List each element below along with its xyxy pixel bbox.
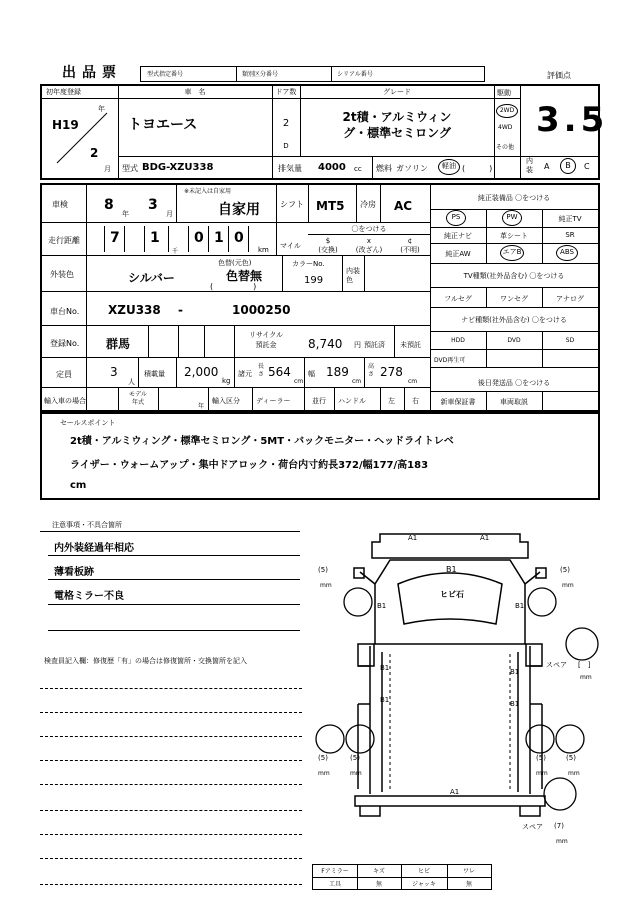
recycle-value: 8,740 <box>308 337 343 351</box>
exterior-label: 外装色 <box>50 270 74 279</box>
tire-rear-right-inner-value: (5) <box>536 754 546 762</box>
color-no-value: 199 <box>304 275 324 286</box>
dvd-playback: DVD再生可 <box>434 357 466 364</box>
legend-header-1: Fアミラー <box>321 868 349 875</box>
length-value: 564 <box>268 365 291 379</box>
load-value: 2,000 <box>184 365 219 379</box>
meter-exchange: (交換) <box>318 246 338 254</box>
fuel-light-circled: 軽油 <box>438 159 460 175</box>
ac-label: 冷房 <box>360 200 376 209</box>
note-item-3: 電格ミラー不良 <box>54 591 124 602</box>
fuel-value: ガソリン <box>396 164 428 173</box>
navi-dvd: DVD <box>507 337 521 344</box>
tire-rear-left-outer-mm: mm <box>318 770 330 777</box>
grade-line-2: グ・標準セミロング <box>343 126 451 140</box>
grade-line-1: 2t積・アルミウィン <box>342 110 452 124</box>
inspection-year: 8 <box>104 197 114 213</box>
inspection-month: 3 <box>148 197 158 213</box>
legend-value-3: ジャッキ <box>412 881 436 888</box>
car-name-label: 車 名 <box>184 88 206 96</box>
inspection-label: 車検 <box>52 200 68 209</box>
model-label: 型式 <box>122 164 138 173</box>
recycle-unit: 円 <box>354 341 361 349</box>
mileage-unit: km <box>258 246 269 254</box>
first-reg-month: 2 <box>90 146 99 160</box>
chassis-dash: - <box>178 303 183 317</box>
import-label: 輸入車の場合 <box>44 397 86 405</box>
diagram-b1-right-1: B1 <box>510 668 520 676</box>
displacement-value: 4000 <box>318 162 346 173</box>
after-manual: 車両取説 <box>500 398 528 406</box>
note-item-2: 薄看板跡 <box>54 567 94 578</box>
after-warranty: 新車保証書 <box>440 398 476 406</box>
color-no-label: カラーNo. <box>292 260 325 268</box>
equipment-title: 純正装備品 〇をつける <box>477 194 551 202</box>
legend-value-1: 工具 <box>328 881 341 888</box>
first-reg-era: H19 <box>52 118 79 132</box>
spare-upper-value: [ ] <box>578 661 591 669</box>
mileage-digit-5: 0 <box>234 230 244 246</box>
tire-rear-right-outer-value: (5) <box>566 754 576 762</box>
handle-left: 左 <box>388 397 395 405</box>
usage-note: ※未記入は自家用 <box>184 188 232 195</box>
handle-right: 右 <box>412 397 419 405</box>
usage-value: 自家用 <box>218 202 260 218</box>
diagram-a1-right: A1 <box>480 534 490 542</box>
meter-altered: (改ざん) <box>355 246 383 254</box>
notes-label: 注意事項・不具合箇所 <box>52 521 122 529</box>
legend-value-2: 無 <box>375 881 382 888</box>
drive-2wd-circled: 2WD <box>496 104 518 118</box>
recycle-paid: 預託済 <box>364 341 385 349</box>
spare-lower-label: スペア <box>522 823 543 831</box>
repaint-value: 色替無 <box>226 269 263 283</box>
equip-sr: SR <box>565 231 575 239</box>
interior-grade-a: A <box>544 162 550 171</box>
legend-table <box>312 864 492 890</box>
diagram-b1-top: B1 <box>446 565 457 574</box>
diagram-b1-right-cab: B1 <box>515 602 525 610</box>
tire-rear-right-inner-mm: mm <box>536 770 548 777</box>
model-year-label-1: モデル <box>129 391 147 398</box>
navi-sd: SD <box>565 337 575 344</box>
month-unit: 月 <box>104 165 111 173</box>
equip-abs-circled: ABS <box>556 245 578 261</box>
width-value: 189 <box>326 365 349 379</box>
repaint-paren: ( ) <box>210 282 257 291</box>
sales-point-label: セールスポイント <box>60 419 116 427</box>
drive-other: その他 <box>496 144 515 151</box>
diagram-hibi-stone: ヒビ石 <box>440 590 464 599</box>
capacity-value: 3 <box>110 365 118 379</box>
legend-header-4: ワレ <box>462 868 475 875</box>
mileage-digit-1: 7 <box>110 230 120 246</box>
sales-point-line-1: 2t積・アルミウィング・標準セミロング・5MT・バックモニター・ヘッドライトレベ <box>70 436 454 447</box>
recycle-unpaid: 未預託 <box>400 341 421 349</box>
truck-diagram <box>300 524 610 864</box>
sales-point-line-3: cm <box>70 480 87 491</box>
shift-value: MT5 <box>316 199 345 213</box>
form-title: 出品票 <box>62 65 122 81</box>
spare-lower-mm: mm <box>556 838 568 845</box>
reg-label: 登録No. <box>50 339 80 348</box>
spare-lower-value: (7) <box>554 822 564 830</box>
meter-unknown: (不明) <box>400 246 420 254</box>
cc-unit: cc <box>354 165 362 173</box>
interior-grade-b-circled: B <box>560 158 576 174</box>
mileage-digit-4: 1 <box>214 230 224 246</box>
tire-rear-right-outer-mm: mm <box>568 770 580 777</box>
equip-leather: 革シート <box>500 232 528 240</box>
serial-label: シリアル番号 <box>337 71 373 78</box>
year-unit: 年 <box>98 105 105 113</box>
tv-analog: アナログ <box>556 295 584 303</box>
tire-front-left-value: (5) <box>318 566 328 574</box>
dealer-option: ディーラー <box>256 397 291 405</box>
chassis-prefix: XZU338 <box>108 303 161 317</box>
handle-label: ハンドル <box>338 397 366 405</box>
drive-label: 駆動 <box>497 89 511 97</box>
diagram-b1-left-1: B1 <box>380 664 390 672</box>
interior-grade-c: C <box>584 162 590 171</box>
spec-label: 諸元 <box>238 370 252 378</box>
tire-rear-left-outer-value: (5) <box>318 754 328 762</box>
equip-airbag-circled: エアB <box>500 245 524 261</box>
class-label: 類別区分番号 <box>242 71 279 78</box>
mileage-boxes <box>86 222 276 255</box>
length-unit: cm <box>294 378 304 385</box>
diagram-a1-left: A1 <box>408 534 418 542</box>
diagram-b1-left-cab: B1 <box>377 602 387 610</box>
equip-aw: 純正AW <box>445 250 471 258</box>
model-value: BDG-XZU338 <box>142 162 214 173</box>
recycle-label-1: リサイクル <box>248 331 284 339</box>
legend-value-4: 無 <box>465 881 472 888</box>
mileage-digit-2: 1 <box>150 230 160 246</box>
details-block <box>40 183 600 412</box>
doors-label: ドア数 <box>275 88 297 96</box>
meter-exchange-symbol: $ <box>325 237 331 245</box>
diagram-b1-right-2: B1 <box>510 700 520 708</box>
chassis-number: 1000250 <box>232 303 291 317</box>
interior-color-label: 内装色 <box>346 267 360 284</box>
meter-circle-note: 〇をつける <box>351 225 387 233</box>
tv-oneseg: ワンセグ <box>500 295 528 303</box>
tv-title: TV種類(社外品含む) 〇をつける <box>463 272 565 280</box>
model-year-unit: 年 <box>198 403 205 410</box>
legend-header-3: ヒビ <box>417 868 430 875</box>
note-item-1: 内外装経過年相応 <box>54 543 134 554</box>
capacity-unit: 人 <box>128 378 135 386</box>
diagram-a1-rear: A1 <box>450 788 460 796</box>
diagram-b1-left-2: B1 <box>380 696 390 704</box>
equipment-panel <box>430 185 598 410</box>
inspection-month-unit: 月 <box>166 210 173 218</box>
sales-point-box <box>40 412 600 500</box>
tire-front-left-mm: mm <box>320 582 332 589</box>
mileage-thousand: 千 <box>172 248 179 255</box>
score-label: 評価点 <box>547 71 571 80</box>
vehicle-top-block <box>40 84 609 180</box>
mileage-digit-3: 0 <box>194 230 204 246</box>
equip-pw-circled: PW <box>502 210 522 226</box>
parallel-option: 並行 <box>312 397 326 405</box>
exterior-value: シルバー <box>128 271 175 285</box>
drive-4wd: 4WD <box>498 124 513 131</box>
grade-label: グレード <box>383 88 411 96</box>
fuel-paren: ( ) <box>462 164 493 173</box>
fuel-label: 燃料 <box>376 164 392 173</box>
first-reg-label: 初年度登録 <box>46 88 81 96</box>
interior-label: 内装 <box>526 157 533 174</box>
tire-front-right-mm: mm <box>562 582 574 589</box>
shift-label: シフト <box>280 200 304 209</box>
tire-rear-left-inner-value: (5) <box>350 754 360 762</box>
repaint-label: 色替(元色) <box>218 259 252 267</box>
height-label: 高さ <box>368 363 375 378</box>
navi-title: ナビ種類(社外品含む) 〇をつける <box>461 316 567 324</box>
width-unit: cm <box>352 378 362 385</box>
sales-point-line-2: ライザー・ウォームアップ・集中ドアロック・荷台内寸約長372/幅177/高183 <box>70 460 429 471</box>
doors-value: 2 <box>282 118 290 129</box>
displacement-label: 排気量 <box>278 164 302 173</box>
capacity-label: 定員 <box>56 370 72 379</box>
length-label: 長さ <box>258 363 265 378</box>
reg-slash <box>52 108 112 168</box>
legend-header-2: キズ <box>373 868 385 875</box>
load-unit: kg <box>222 377 231 385</box>
width-label: 幅 <box>308 370 315 378</box>
reg-value: 群馬 <box>106 337 131 351</box>
meter-altered-symbol: x <box>366 237 372 245</box>
ac-value: AC <box>394 199 413 213</box>
header-fields-box <box>140 66 485 82</box>
spare-label: スペア <box>546 661 567 669</box>
height-value: 278 <box>380 365 403 379</box>
door-code: D <box>283 142 289 150</box>
import-class-label: 輸入区分 <box>212 397 240 405</box>
equip-tv: 純正TV <box>558 215 582 223</box>
after-title: 後日発送品 〇をつける <box>477 379 551 387</box>
navi-hdd: HDD <box>451 337 465 344</box>
recycle-label-2: 預託金 <box>255 341 277 349</box>
mileage-label: 走行距離 <box>48 236 80 245</box>
model-year-label-2: 年式 <box>131 399 144 406</box>
equip-ps-circled: PS <box>446 210 466 226</box>
car-name: トヨエース <box>128 117 198 133</box>
tire-front-right-value: (5) <box>560 566 570 574</box>
inspection-year-unit: 年 <box>122 210 129 218</box>
inspector-note: 検査員記入欄：修復歴「有」の場合は修復箇所・交換箇所を記入 <box>44 657 247 665</box>
meter-unknown-symbol: ¢ <box>407 237 413 245</box>
equip-navi: 純正ナビ <box>444 232 472 240</box>
mile-label: マイル <box>280 242 301 250</box>
tire-rear-left-inner-mm: mm <box>350 770 362 777</box>
spare-upper-mm: mm <box>580 674 592 681</box>
height-unit: cm <box>408 378 418 385</box>
load-label: 積載量 <box>144 370 165 378</box>
score-value: 3.5 <box>536 100 609 140</box>
chassis-label: 車台No. <box>50 307 80 316</box>
tv-fullseg: フルセグ <box>444 295 472 303</box>
type-spec-label: 型式指定番号 <box>147 71 184 78</box>
